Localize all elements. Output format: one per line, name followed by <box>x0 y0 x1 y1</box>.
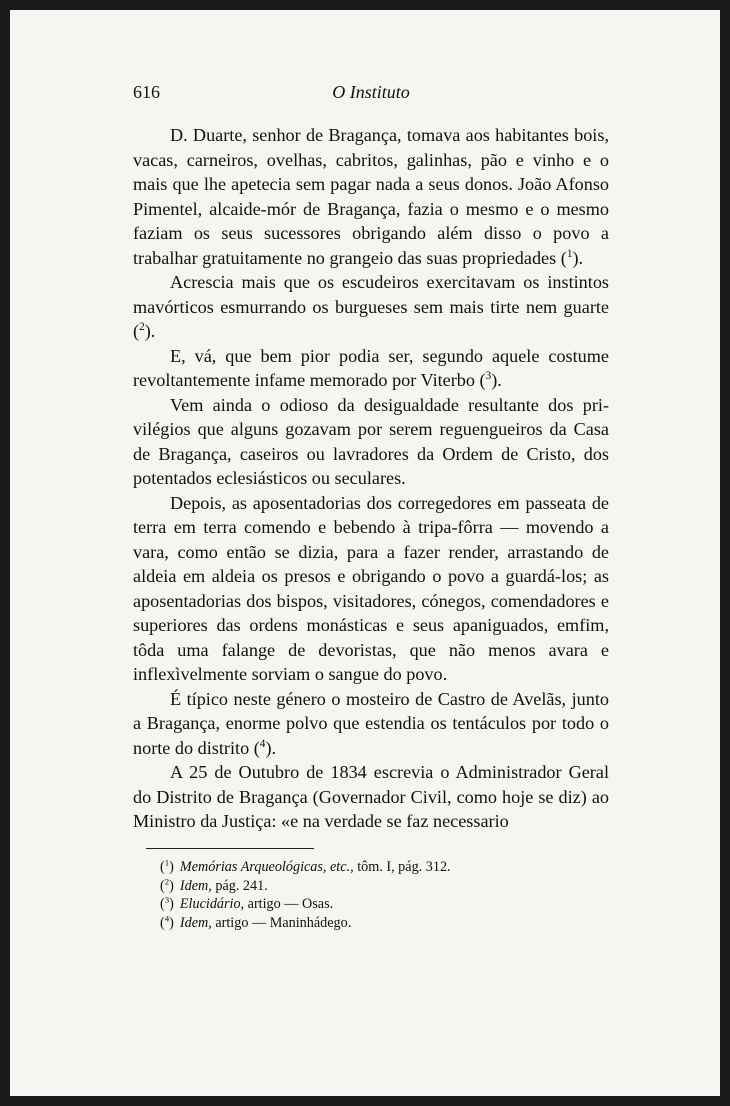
paragraph <box>133 760 609 834</box>
footnote-ref: 3 <box>485 369 492 382</box>
footnote-marker: ($^4$) <box>160 912 174 931</box>
text-run: ). <box>491 370 502 390</box>
page-header <box>133 82 609 106</box>
text-run: Depois, as aposentadorias dos corregedores em passeata de terra em terra comendo e bebendo à tripa-fôrra — movendo a vara, como então se dizia, para a fazer render, arrastando de aldeia em aldeia os presos e obrigando o povo a guardá-los; as aposentadorias dos bispos, visitadores, cónegos, comendadores e superiores das ordens monásticas e seus apaniguados, emfim, tôda uma falange de devoristas, que não menos avara e inflexìvelmente sorviam o sangue do povo. <box>133 492 609 684</box>
footnote-ref: 4 <box>259 737 266 750</box>
footnote <box>160 858 580 877</box>
footnote <box>160 877 580 896</box>
body-text <box>133 123 609 834</box>
footnote <box>160 914 580 933</box>
text-run: E, vá, que bem pior podia ser, segundo aquele costume revoltantemente infame memorado por Viterbo ( <box>133 345 609 390</box>
footnote-source: Elucidário, <box>179 896 245 912</box>
footnote-marker: ($^1$) <box>160 857 174 875</box>
footnote-detail: artigo — Osas. <box>244 896 334 912</box>
running-title: O Instituto <box>332 82 410 102</box>
footnote <box>160 895 580 914</box>
footnote-marker: ($^3$) <box>160 894 174 912</box>
text-run: A 25 de Outubro de 1834 escrevia o Administrador Geral do Distrito de Bragança (Governador Civil, como hoje se diz) ao Ministro da Justiça: «e na verdade se faz necessario <box>133 762 609 831</box>
footnote-detail: artigo — Maninhádego. <box>211 914 352 931</box>
text-run: Vem ainda o odioso da desigualdade resultante dos privilégios que alguns gozavam por serem reguengueiros da Casa de Bragança, caseiros ou lavradores da Ordem de Cristo, dos potentados eclesiásticos ou seculares. <box>133 394 609 488</box>
footnote-number: 2 <box>164 875 170 886</box>
text-run: ). <box>144 321 156 341</box>
paragraph <box>133 393 609 491</box>
footnote-number: 3 <box>164 894 170 905</box>
book-page <box>10 10 720 1096</box>
footnote-rule <box>146 848 314 849</box>
text-run: ). <box>265 737 277 758</box>
text-run: ). <box>572 247 584 268</box>
footnote-marker: ($^2$) <box>160 875 174 894</box>
footnote-detail: , tôm. I, pág. 312. <box>350 859 451 875</box>
paragraph <box>133 344 609 393</box>
page-number: 616 <box>133 82 160 102</box>
paragraph <box>133 270 609 344</box>
footnote-ref: 2 <box>139 320 145 333</box>
paragraph <box>133 687 609 761</box>
footnote-detail: pág. 241. <box>211 877 268 894</box>
footnote-source: Memórias Arqueológicas, etc. <box>179 859 351 875</box>
paragraph <box>133 491 609 687</box>
footnotes <box>160 858 580 932</box>
paragraph <box>133 123 609 270</box>
text-run: D. Duarte, senhor de Bragança, tomava aos habitantes bois, vacas, carneiros, ovelhas, cabritos, galinhas, pão e vinho e o mais que lhe apetecia sem pagar nada a seus donos. João Afonso Pimentel, alcaide-mór de Bragança, fazia o mesmo e o mesmo faziam os seus sucessores obrigando além disso o povo a trabalhar gratuitamente no grangeio das suas propriedades ( <box>133 125 609 268</box>
footnote-source: Idem, <box>179 877 212 894</box>
footnote-ref: 1 <box>566 247 573 260</box>
footnote-number: 4 <box>164 912 170 923</box>
text-run: Acrescia mais que os escudeiros exercitavam os instintos mavórticos esmurrando os burgueses sem mais tirte nem guarte ( <box>133 272 609 341</box>
footnote-number: 1 <box>164 857 170 868</box>
footnote-source: Idem, <box>179 914 212 931</box>
text-run: É típico neste género o mosteiro de Castro de Avelãs, junto a Bragança, enorme polvo que estendia os tentáculos por todo o norte do distrito ( <box>133 688 609 758</box>
